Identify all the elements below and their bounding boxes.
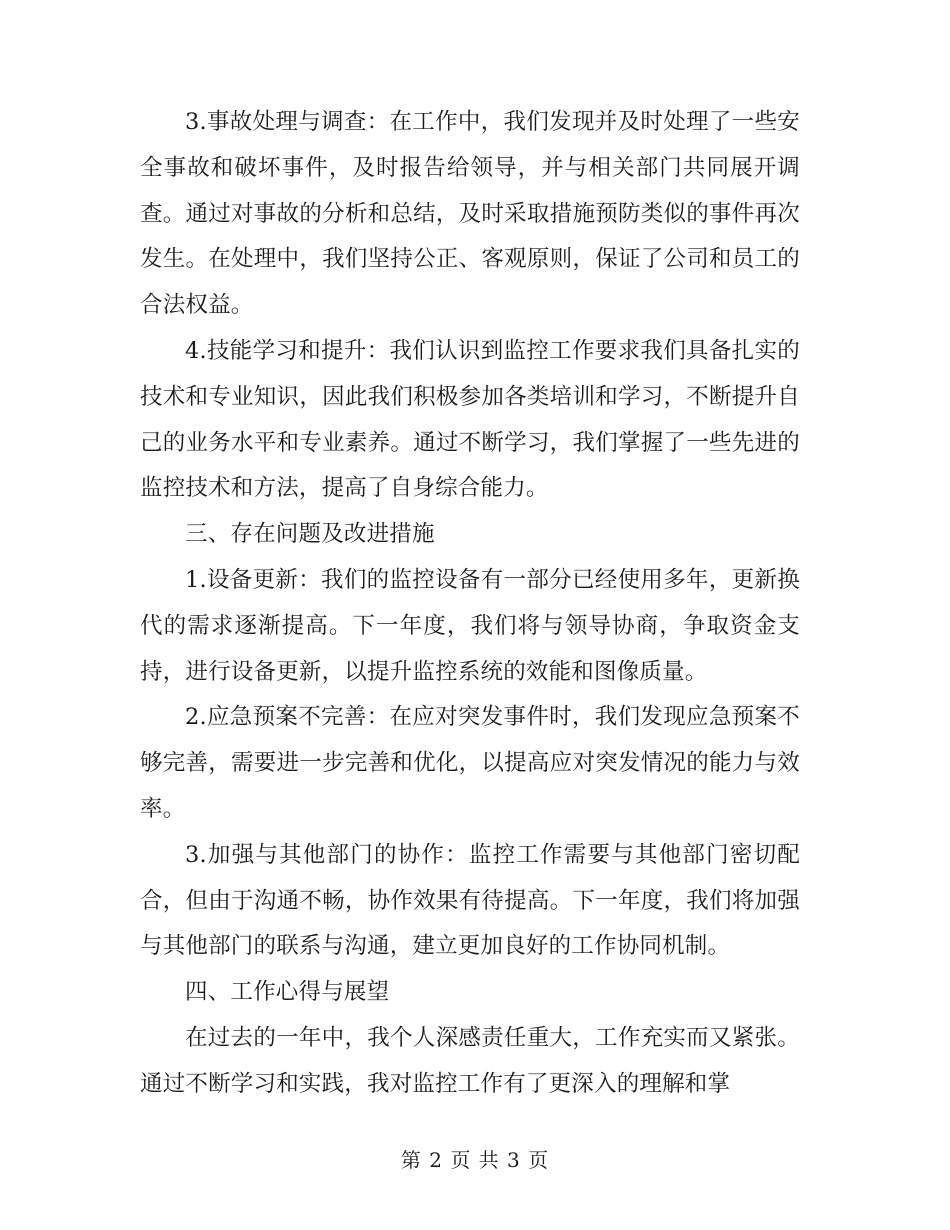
section-heading-problems: 三、存在问题及改进措施 [185,521,435,548]
section-heading-outlook: 四、工作心得与展望 [185,979,390,1006]
paragraph-cooperation: 3.加强与其他部门的协作：监控工作需要与其他部门密切配合，但由于沟通不畅，协作效果有待提高。下一年度，我们将加强与其他部门的联系与沟通，建立更加良好的工作协同机制。 [140,841,800,960]
paragraph-emergency-plan: 2.应急预案不完善：在应对突发事件时，我们发现应急预案不够完善，需要进一步完善和优化，以提高应对突发情况的能力与效率。 [140,704,800,822]
paragraph-skill-learning: 4.技能学习和提升：我们认识到监控工作要求我们具备扎实的技术和专业知识，因此我们积极参加各类培训和学习，不断提升自己的业务水平和专业素养。通过不断学习，我们掌握了一些先进的监控技术和方法，提高了自身综合能力。 [140,337,800,502]
paragraph-reflection: 在过去的一年中，我个人深感责任重大，工作充实而又紧张。通过不断学习和实践，我对监控工作有了更深入的理解和掌 [140,1024,800,1097]
paragraph-accident-handling: 3.事故处理与调查：在工作中，我们发现并及时处理了一些安全事故和破坏事件，及时报告给领导，并与相关部门共同展开调查。通过对事故的分析和总结，及时采取措施预防类似的事件再次发生。在处理中，我们坚持公正、客观原则，保证了公司和员工的合法权益。 [140,109,800,319]
paragraph-equipment-update: 1.设备更新：我们的监控设备有一部分已经使用多年，更新换代的需求逐渐提高。下一年度，我们将与领导协商，争取资金支持，进行设备更新，以提升监控系统的效能和图像质量。 [140,566,800,685]
document-body [140,100,800,1108]
page-number-footer: 第 2 页 共 3 页 [400,1148,550,1172]
